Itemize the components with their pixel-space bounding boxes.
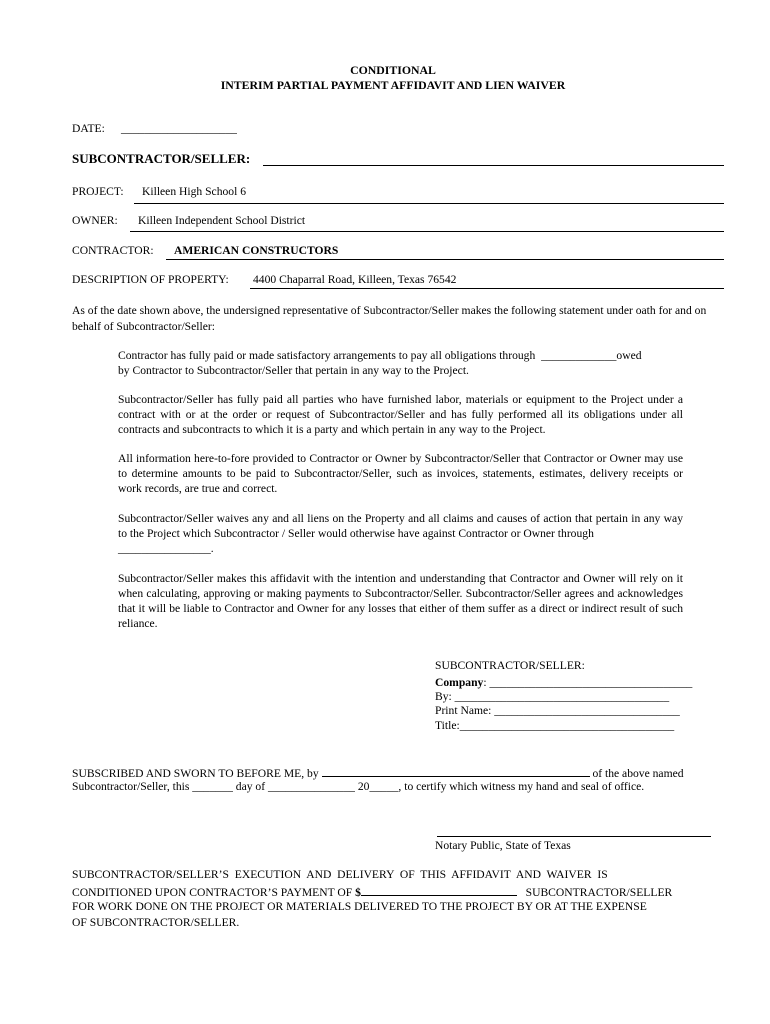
final-line-4: OF SUBCONTRACTOR/SELLER. <box>72 916 240 929</box>
company-field[interactable]: : ___________________________________ <box>483 676 693 689</box>
sworn-line-1 <box>72 765 717 780</box>
statement-1-text: Contractor has fully paid or made satisfactory arrangements to pay all obligations through <box>118 349 536 362</box>
sworn-name-field[interactable] <box>322 765 590 777</box>
statement-waiver <box>118 511 683 556</box>
final-line-3: FOR WORK DONE ON THE PROJECT OR MATERIALS DELIVERED TO THE PROJECT BY OR AT THE EXPENSE <box>72 900 647 913</box>
print-name-field[interactable]: Print Name: ________________________________ <box>435 704 680 717</box>
final-text-a: CONDITIONED UPON CONTRACTOR’S PAYMENT OF <box>72 886 353 899</box>
sworn-text-d: day of <box>235 780 266 793</box>
intro-paragraph: As of the date shown above, the undersigned representative of Subcontractor/Seller makes the following statement under oath for and on behalf of Subcontractor/Seller: <box>72 304 707 333</box>
final-line-2 <box>72 884 717 899</box>
property-label: DESCRIPTION OF PROPERTY: <box>72 273 229 286</box>
owner-label: OWNER: <box>72 214 118 227</box>
property-line <box>250 288 724 289</box>
sworn-text-f: , to certify which witness my hand and seal of office. <box>398 780 645 793</box>
notary-signature-line[interactable] <box>437 836 711 837</box>
project-value: Killeen High School 6 <box>142 185 247 198</box>
by-field[interactable]: By: _____________________________________ <box>435 690 670 703</box>
payment-amount-field[interactable] <box>361 884 517 896</box>
notary-label: Notary Public, State of Texas <box>435 839 571 852</box>
sworn-day-field[interactable]: _______ <box>192 780 233 793</box>
date-label: DATE: <box>72 122 105 135</box>
project-line <box>134 203 724 204</box>
sworn-text-a: SUBSCRIBED AND SWORN TO BEFORE ME, by <box>72 767 319 780</box>
dollar-sign: $ <box>355 886 361 899</box>
document-subtitle: INTERIM PARTIAL PAYMENT AFFIDAVIT AND LIEN WAIVER <box>220 78 566 92</box>
company-row <box>435 676 692 689</box>
statement-1-owed: owed <box>616 349 642 362</box>
subcontractor-label: SUBCONTRACTOR/SELLER: <box>72 151 251 166</box>
contractor-label: CONTRACTOR: <box>72 244 154 257</box>
waiver-through-field[interactable]: ________________. <box>118 542 214 555</box>
sworn-month-field[interactable]: _______________ <box>267 780 355 793</box>
title-field[interactable]: Title:_____________________________________ <box>435 719 675 732</box>
final-text-b: SUBCONTRACTOR/SELLER <box>525 886 673 899</box>
property-value: 4400 Chaparral Road, Killeen, Texas 76542 <box>253 273 457 286</box>
sworn-text-c: Subcontractor/Seller, this <box>72 780 190 793</box>
statement-1-end: by Contractor to Subcontractor/Seller that pertain in any way to the Project. <box>118 364 469 377</box>
contractor-value: AMERICAN CONSTRUCTORS <box>174 244 339 257</box>
contractor-line <box>166 259 724 260</box>
statement-paid-parties: Subcontractor/Seller has fully paid all parties who have furnished labor, materials or equipment to the Project under a contract with or at the order or request of Subcontractor/Seller and has fully performed all its obligations under all contracts and subcontracts to which it is a party and which pertain in any way to the Project. <box>118 393 683 436</box>
company-label: Company <box>435 676 484 689</box>
signature-heading: SUBCONTRACTOR/SELLER: <box>435 659 585 672</box>
sworn-text-e: 20 <box>357 780 370 793</box>
project-label: PROJECT: <box>72 185 124 198</box>
sworn-year-field[interactable]: _____ <box>369 780 399 793</box>
document-title: CONDITIONAL <box>350 63 436 77</box>
statement-information-true: All information here-to-fore provided to Contractor or Owner by Subcontractor/Seller that Contractor or Owner may use to determine amounts to be paid to Subcontractor/Seller, such as invoices, statements, estimates, delivery receipts or work records, are true and correct. <box>118 452 683 495</box>
statement-reliance: Subcontractor/Seller makes this affidavit with the intention and understanding that Contractor and Owner will rely on it when calculating, approving or making payments to Subcontractor/Seller. Subcontractor/Seller agrees and acknowledges that it will be liable to Contractor and Owner for any losses that either of them suffer as a direct or indirect result of such reliance. <box>118 572 683 630</box>
through-date-field[interactable]: _____________ <box>541 349 617 362</box>
sworn-text-b: of the above named <box>592 767 684 780</box>
sworn-line-2 <box>72 780 717 793</box>
statement-paid-obligations <box>118 348 683 378</box>
final-line-1: SUBCONTRACTOR/SELLER’S EXECUTION AND DELIVERY OF THIS AFFIDAVIT AND WAIVER IS <box>72 868 608 881</box>
statement-4-text: Subcontractor/Seller waives any and all liens on the Property and all claims and causes of action that pertain in any way to the Project which Subcontractor / Seller would otherwise have against Contractor or Owner through <box>118 512 683 540</box>
date-field[interactable]: ____________________ <box>121 122 237 135</box>
subcontractor-field[interactable] <box>263 165 724 166</box>
owner-line <box>130 231 724 232</box>
owner-value: Killeen Independent School District <box>138 214 306 227</box>
